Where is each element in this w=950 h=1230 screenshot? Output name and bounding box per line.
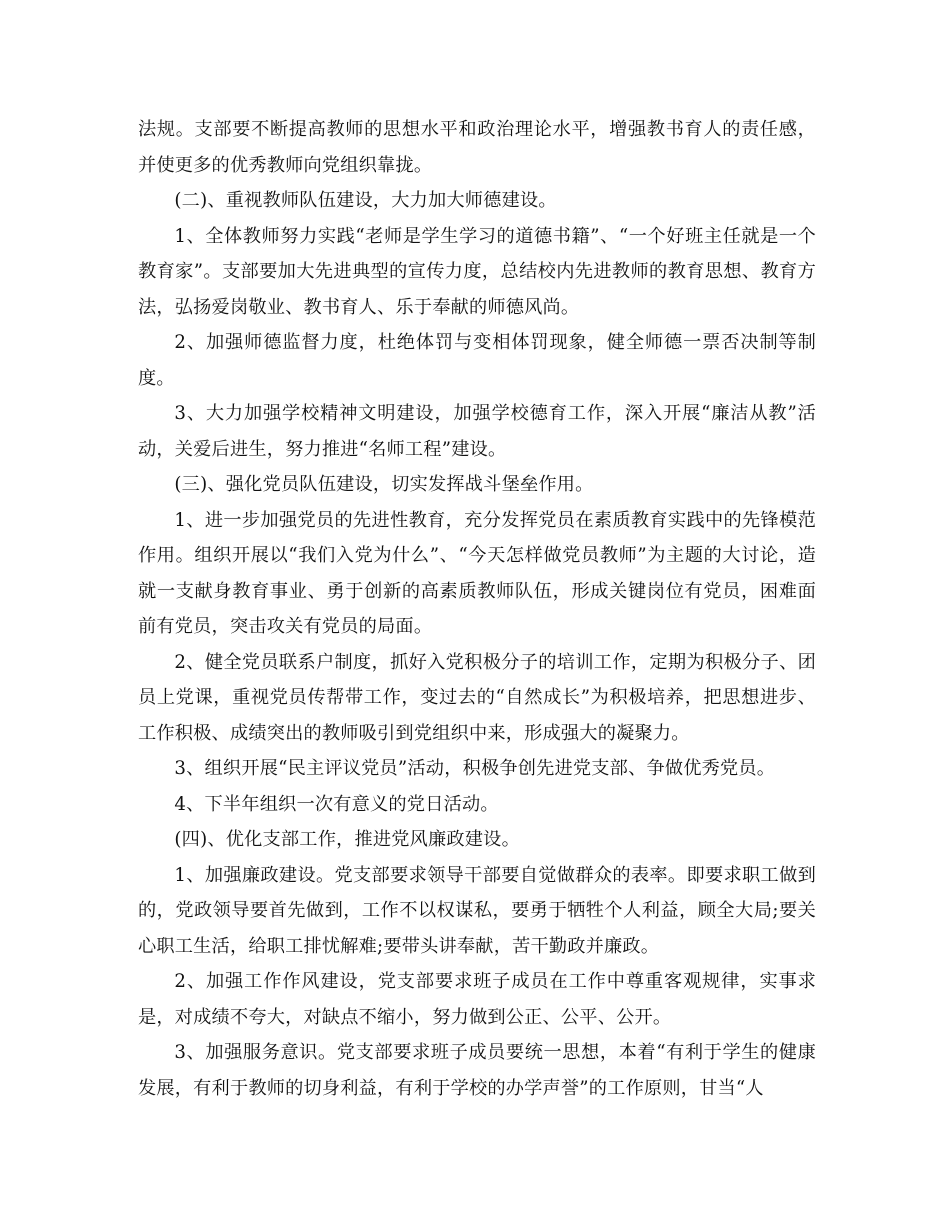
paragraph-4-1: 1、加强廉政建设。党支部要求领导干部要自觉做群众的表率。即要求职工做到的，党政领导要首先做到，工作不以权谋私，要勇于牺牲个人利益，顾全大局;要关心职工生活，给职工排忧解难;要带头讲奉献，苦干勤政并廉政。 [138,864,816,957]
paragraph-0: 法规。支部要不断提高教师的思想水平和政治理论水平，增强教书育人的责任感，并使更多的优秀教师向党组织靠拢。 [138,119,816,176]
paragraph-4-2: 2、加强工作作风建设，党支部要求班子成员在工作中尊重客观规律，实事求是，对成绩不夸大，对缺点不缩小，努力做到公正、公平、公开。 [138,971,816,1028]
paragraph-4-3: 3、加强服务意识。党支部要求班子成员要统一思想，本着“有利于学生的健康发展，有利于教师的切身利益，有利于学校的办学声誉”的工作原则，甘当“人 [138,1042,816,1099]
paragraph-2-3: 3、大力加强学校精神文明建设，加强学校德育工作，深入开展“廉洁从教”活动，关爱后进生，努力推进“名师工程”建设。 [138,403,816,460]
paragraph-2-2: 2、加强师德监督力度，杜绝体罚与变相体罚现象，健全师德一票否决制等制度。 [138,332,816,389]
paragraph-2-1: 1、全体教师努力实践“老师是学生学习的道德书籍”、“一个好班主任就是一个教育家”。支部要加大先进典型的宣传力度，总结校内先进教师的教育思想、教育方法，弘扬爱岗敬业、教书育人、乐于奉献的师德风尚。 [138,225,816,318]
paragraph-3-4: 4、下半年组织一次有意义的党日活动。 [174,793,499,815]
section-heading-3: (三)、强化党员队伍建设，切实发挥战斗堡垒作用。 [174,474,594,495]
paragraph-3-3: 3、组织开展“民主评议党员”活动，积极争创先进党支部、争做优秀党员。 [174,758,776,779]
document-body [138,112,816,1106]
section-heading-2: (二)、重视教师队伍建设，大力加大师德建设。 [174,190,557,211]
paragraph-3-2: 2、健全党员联系户制度，抓好入党积极分子的培训工作，定期为积极分子、团员上党课，重视党员传帮带工作，变过去的“自然成长”为积极培养，把思想进步、工作积极、成绩突出的教师吸引到党组织中来，形成强大的凝聚力。 [138,651,816,744]
section-heading-4: (四)、优化支部工作，推进党风廉政建设。 [174,829,520,850]
paragraph-3-1: 1、进一步加强党员的先进性教育，充分发挥党员在素质教育实践中的先锋模范作用。组织开展以“我们入党为什么”、“今天怎样做党员教师”为主题的大讨论，造就一支献身教育事业、勇于创新的高素质教师队伍，形成关键岗位有党员，困难面前有党员，突击攻关有党员的局面。 [138,509,816,637]
